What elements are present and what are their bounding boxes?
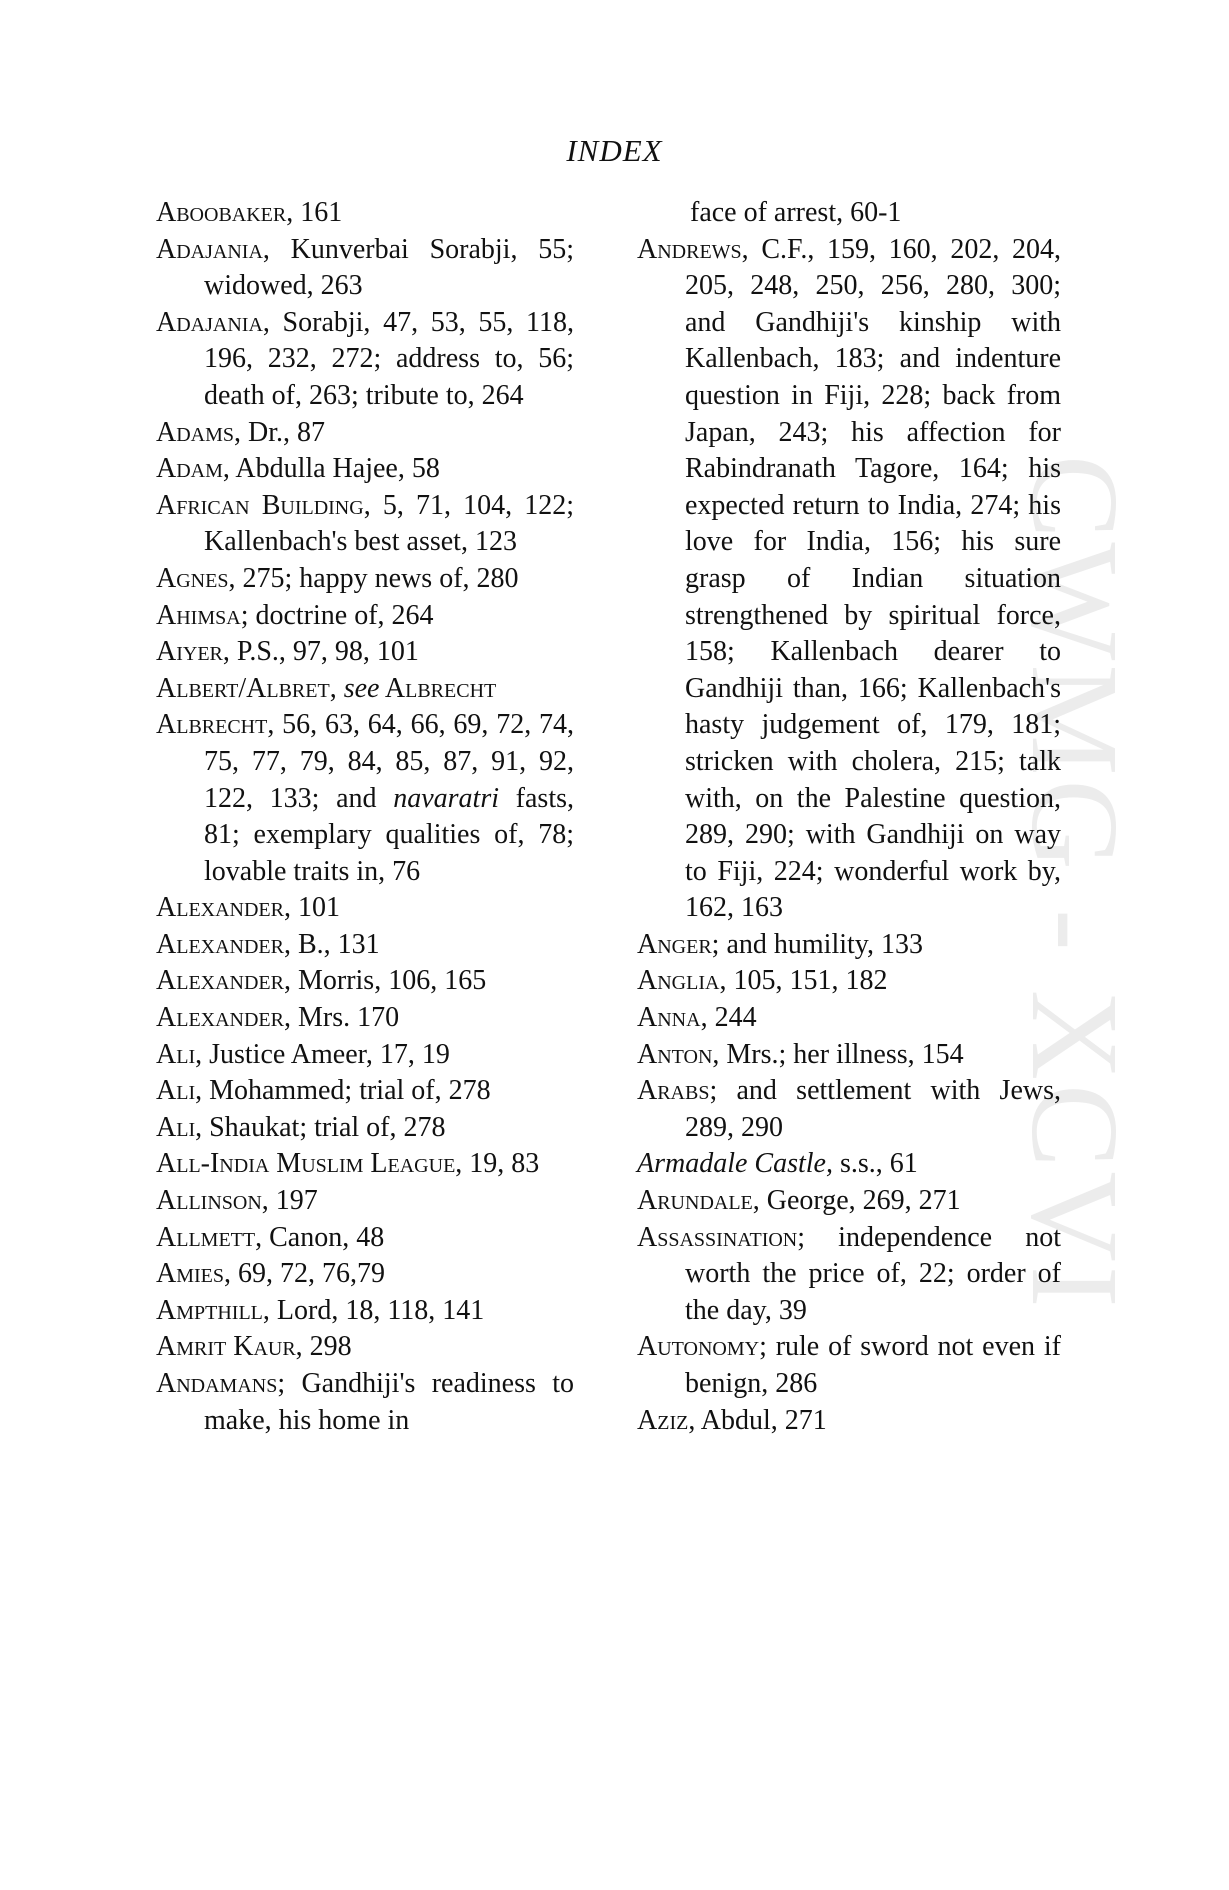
index-entry	[156, 598, 574, 635]
entry-head: Anger	[637, 928, 712, 960]
index-entry	[156, 707, 574, 890]
entry-text: , P.S., 97, 98, 101	[222, 636, 419, 668]
entry-italic: navaratri	[393, 782, 499, 814]
entry-text: , 298	[295, 1331, 352, 1363]
entry-head: Amrit Kaur	[156, 1331, 296, 1363]
index-entry	[637, 1403, 1061, 1440]
entry-head: Allinson	[156, 1185, 262, 1217]
index-entry	[637, 1037, 1061, 1074]
entry-head: Allmett	[156, 1221, 256, 1253]
entry-text: , 105, 151, 182	[719, 965, 888, 997]
entry-head: Anton	[637, 1038, 713, 1070]
entry-text: , 5, 71, 104, 122; Kallenbach's best asset, 123	[204, 489, 575, 558]
entry-head: Ahimsa	[156, 599, 241, 631]
index-entry	[156, 1293, 574, 1330]
index-entry	[156, 488, 574, 561]
entry-text: , George, 269, 271	[752, 1185, 961, 1217]
index-entry	[156, 1183, 574, 1220]
entry-text: ; and settlement with Jews, 289, 290	[685, 1075, 1061, 1143]
index-entry	[637, 927, 1061, 964]
entry-head: Aiyer	[156, 636, 223, 668]
entry-head: Adam	[156, 453, 223, 485]
entry-text: , 197	[261, 1185, 318, 1217]
index-entry	[156, 1329, 574, 1366]
entry-text: , 161	[286, 197, 343, 228]
entry-head: Albert/Albret	[156, 672, 330, 704]
entry-head: Arabs	[637, 1075, 710, 1107]
entry-head: Alexander	[156, 1002, 284, 1034]
entry-text: s.s., 61	[833, 1148, 918, 1180]
entry-text: , Mrs.; her illness, 154	[712, 1038, 964, 1070]
entry-text: , 244	[700, 1002, 757, 1034]
index-entry-continued: face of arrest, 60-1	[690, 197, 902, 228]
entry-head: Arundale	[637, 1185, 753, 1217]
index-entry	[637, 1220, 1061, 1330]
index-entry	[156, 890, 574, 927]
index-entry	[637, 1183, 1061, 1220]
entry-head: All-India Muslim League	[156, 1148, 456, 1180]
entry-text: , 101	[283, 892, 340, 924]
entry-head: Adams	[156, 416, 235, 448]
index-entry	[156, 305, 574, 415]
entry-text: , Canon, 48	[255, 1221, 385, 1253]
entry-head: Andrews	[637, 233, 742, 265]
entry-head: Ali	[156, 1111, 196, 1143]
index-entry	[156, 415, 574, 452]
entry-text: , Justice Ameer, 17, 19	[195, 1038, 450, 1070]
index-entry	[637, 1329, 1061, 1402]
index-entry	[156, 634, 574, 671]
entry-text: , 56, 63, 64, 66, 69, 72, 74, 75, 77, 79, 84, 85, 87, 91, 92, 122, 133; and	[204, 709, 574, 814]
entry-head: Alexander	[156, 892, 284, 924]
index-entry	[637, 963, 1061, 1000]
index-entry	[156, 232, 574, 305]
index-column-left	[156, 195, 574, 1439]
index-entry	[156, 561, 574, 598]
index-entry	[637, 232, 1061, 927]
entry-head: Adajania	[156, 233, 263, 265]
entry-head: Aboobaker	[156, 197, 287, 228]
entry-head: Autonomy	[637, 1331, 760, 1363]
index-column-right	[637, 195, 1061, 1439]
index-entry	[637, 1000, 1061, 1037]
entry-head: Assassination	[637, 1221, 798, 1253]
index-entry	[637, 1146, 1061, 1183]
entry-head: Andamans	[156, 1368, 278, 1399]
entry-text: , Mrs. 170	[283, 1002, 400, 1034]
entry-text: , 69, 72, 76,79	[224, 1258, 386, 1290]
entry-text: ; doctrine of, 264	[240, 599, 434, 631]
page-title: INDEX	[566, 133, 663, 168]
entry-text: , Abdul, 271	[688, 1404, 827, 1436]
index-entry	[156, 671, 574, 708]
entry-text: ; and humility, 133	[711, 928, 923, 960]
entry-head-italic: Armadale Castle,	[637, 1148, 833, 1180]
index-entry	[156, 963, 574, 1000]
index-entry	[156, 451, 574, 488]
entry-text: , Kunverbai Sorabji, 55; widowed, 263	[204, 233, 574, 302]
index-entry	[156, 1073, 574, 1110]
entry-text: ; rule of sword not even if benign, 286	[685, 1331, 1061, 1399]
index-entry	[156, 1220, 574, 1257]
entry-text: , Morris, 106, 165	[283, 965, 487, 997]
entry-head: Anna	[637, 1002, 701, 1034]
index-entry	[156, 927, 574, 964]
entry-head: Ali	[156, 1038, 196, 1070]
entry-text: ,	[329, 672, 344, 704]
entry-text: , Sorabji, 47, 53, 55, 118, 196, 232, 272; address to, 56; death of, 263; tribute to, 264	[204, 306, 574, 411]
entry-text: , Abdulla Hajee, 58	[222, 453, 440, 485]
index-entry	[156, 1037, 574, 1074]
entry-text-after: Albrecht	[379, 672, 497, 704]
index-entry	[637, 1073, 1061, 1146]
entry-head: Anglia	[637, 965, 720, 997]
entry-text: , 19, 83	[455, 1148, 540, 1180]
entry-head: Agnes	[156, 562, 229, 594]
watermark: CWMG - XCVI	[1005, 455, 1143, 1312]
index-entry	[156, 1000, 574, 1037]
entry-head: African Building	[156, 489, 364, 521]
entry-head: Albrecht	[156, 709, 268, 741]
entry-head: Alexander	[156, 928, 284, 960]
entry-text: , Shaukat; trial of, 278	[195, 1111, 446, 1143]
entry-see: see	[343, 672, 380, 704]
entry-head: Alexander	[156, 965, 284, 997]
entry-head: Adajania	[156, 306, 263, 338]
entry-head: Aziz	[637, 1404, 689, 1436]
entry-head: Amies	[156, 1258, 225, 1290]
entry-text: , B., 131	[283, 928, 380, 960]
entry-text: ; independence not worth the price of, 22; order of the day, 39	[685, 1221, 1061, 1326]
entry-head: Ali	[156, 1075, 196, 1107]
entry-text: , Lord, 18, 118, 141	[262, 1294, 485, 1326]
index-entry	[156, 195, 574, 232]
entry-text: , Mohammed; trial of, 278	[195, 1075, 491, 1107]
entry-text: , Dr., 87	[234, 416, 326, 448]
entry-text: ; Gandhiji's readiness to make, his home in	[204, 1368, 574, 1436]
entry-text: , C.F., 159, 160, 202, 204, 205, 248, 250, 256, 280, 300; and Gandhiji's kinship with Kallenbach, 183; and indenture question in Fiji, 228; back from Japan, 243; his affection for Rabindranath Tagore, 164; his expected return to India, 274; his love for India, 156; his sure grasp of Indian situation strengthened by spiritual force, 158; Kallenbach dearer to Gandhiji than, 166; Kallenbach's hasty judgement of, 179, 181; stricken with cholera, 215; talk with, on the Palestine question, 289, 290; with Gandhiji on way to Fiji, 224; wonderful work by, 162, 163	[685, 233, 1061, 924]
index-entry	[156, 1110, 574, 1147]
index-entry	[156, 1366, 574, 1439]
index-entry	[156, 1256, 574, 1293]
entry-text: , 275; happy news of, 280	[228, 562, 519, 594]
entry-head: Ampthill	[156, 1294, 263, 1326]
entry-text-after: fasts, 81; exemplary qualities of, 78; lovable traits in, 76	[204, 782, 574, 887]
index-entry	[156, 1146, 574, 1183]
